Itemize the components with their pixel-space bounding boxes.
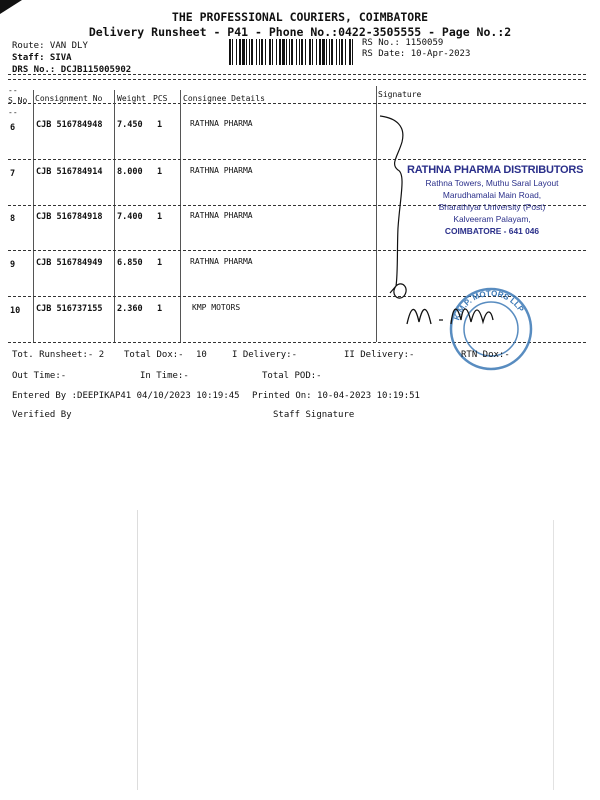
table-header-divider <box>8 103 586 104</box>
row-sno: 8 <box>10 214 16 224</box>
barcode-bar <box>329 39 330 65</box>
scan-artifact-line <box>137 510 138 790</box>
column-line <box>33 90 34 342</box>
barcode-bar <box>339 39 340 65</box>
row-weight: 7.450 <box>117 120 143 130</box>
row-weight: 6.850 <box>117 258 143 268</box>
row-consignment: CJB 516784918 <box>36 212 103 222</box>
rs-date: RS Date: 10-Apr-2023 <box>362 49 471 59</box>
row-pcs: 1 <box>157 304 163 314</box>
barcode-bar <box>256 39 257 65</box>
column-line <box>114 90 115 342</box>
company-title: THE PROFESSIONAL COURIERS, COIMBATORE <box>171 10 429 24</box>
row-consignment: CJB 516784914 <box>36 167 103 177</box>
staff-signature-label: Staff Signature <box>273 410 355 420</box>
row-consignee: KMP MOTORS <box>192 303 241 312</box>
barcode-bar <box>309 39 311 65</box>
barcode-bar <box>229 39 231 65</box>
barcode-bar <box>232 39 233 65</box>
barcode-bar <box>242 39 245 65</box>
barcode-bar <box>326 39 327 65</box>
barcode-bar <box>305 39 306 65</box>
col-consignee: Consignee Details <box>183 94 265 103</box>
barcode-bar <box>301 39 303 65</box>
row-divider <box>8 250 586 251</box>
barcode-bar <box>279 39 281 65</box>
route-label: Route: VAN DLY <box>12 41 88 51</box>
row-pcs: 1 <box>157 167 163 177</box>
barcode-bar <box>349 39 351 65</box>
total-dox-label: Total Dox:- <box>124 350 184 360</box>
row-consignee: RATHNA PHARMA <box>190 166 253 175</box>
row-consignee: RATHNA PHARMA <box>190 119 253 128</box>
barcode-bar <box>272 39 273 65</box>
col-weight: Weight <box>117 94 146 103</box>
header-divider <box>8 74 586 75</box>
scan-artifact-line <box>553 520 554 790</box>
verified-by: Verified By <box>12 410 72 420</box>
barcode-bar <box>276 39 277 65</box>
drs-number: DRS No.: DCJB115005902 <box>12 65 132 75</box>
printed-on: Printed On: 10-04-2023 10:19:51 <box>252 391 420 401</box>
row-sno: 6 <box>10 123 16 133</box>
row-weight: 2.360 <box>117 304 143 314</box>
barcode-bar <box>246 39 247 65</box>
row-sno: 10 <box>10 306 21 316</box>
col-sno: S No <box>8 96 28 105</box>
row-weight: 7.400 <box>117 212 143 222</box>
dash-mark: -- <box>8 108 18 117</box>
barcode-bar <box>352 39 353 65</box>
stamp-line: COIMBATORE - 641 046 <box>444 226 540 236</box>
dash-mark: -- <box>8 86 18 95</box>
row-weight: 8.000 <box>117 167 143 177</box>
barcode-bar <box>286 39 287 65</box>
row-consignee: RATHNA PHARMA <box>190 257 253 266</box>
barcode-bar <box>312 39 313 65</box>
row-pcs: 1 <box>157 120 163 130</box>
total-pod: Total POD:- <box>262 371 322 381</box>
staff-label: Staff: SIVA <box>12 53 72 63</box>
barcode-bar <box>296 39 297 65</box>
header-divider-2 <box>8 79 586 80</box>
barcode-bar <box>261 39 263 65</box>
handwritten-signature <box>405 294 515 334</box>
barcode-bar <box>322 39 325 65</box>
stamp-line: Marudhamalai Main Road, <box>442 190 542 200</box>
barcode-bar <box>299 39 300 65</box>
barcode-bar <box>319 39 321 65</box>
barcode-bar <box>269 39 271 65</box>
ii-delivery: II Delivery:- <box>344 350 415 360</box>
svg-text:K.M.P. MOTORS LLP: K.M.P. MOTORS LLP <box>452 288 526 322</box>
stamp-line: Bharathiyar University (Post) <box>438 202 546 212</box>
row-consignee: RATHNA PHARMA <box>190 211 253 220</box>
col-pcs: PCS <box>153 94 168 103</box>
barcode-bar <box>336 39 337 65</box>
row-consignment: CJB 516784949 <box>36 258 103 268</box>
handwritten-signature <box>376 108 436 308</box>
row-pcs: 1 <box>157 258 163 268</box>
barcode-bar <box>345 39 346 65</box>
stamp-line: Rathna Towers, Muthu Saral Layout <box>425 178 559 188</box>
out-time: Out Time:- <box>12 371 67 381</box>
row-consignment: CJB 516784948 <box>36 120 103 130</box>
rs-number: RS No.: 1150059 <box>362 38 444 48</box>
col-signature: Signature <box>378 90 422 99</box>
barcode-bar <box>265 39 266 65</box>
barcode-bar <box>291 39 293 65</box>
stamp-name: RATHNA PHARMA DISTRIBUTORS <box>407 164 584 176</box>
in-time: In Time:- <box>140 371 189 381</box>
barcode-bar <box>239 39 241 65</box>
barcode <box>229 39 356 65</box>
row-sno: 9 <box>10 260 16 270</box>
barcode-bar <box>236 39 237 65</box>
barcode-bar <box>341 39 343 65</box>
row-pcs: 1 <box>157 212 163 222</box>
stamp-line: Kalveeram Palayam, <box>453 214 531 224</box>
barcode-bar <box>331 39 333 65</box>
row-consignment: CJB 516737155 <box>36 304 103 314</box>
entered-by: Entered By :DEEPIKAP41 04/10/2023 10:19:45 <box>12 391 240 401</box>
col-consignment: Consignment No <box>35 94 103 103</box>
barcode-bar <box>249 39 250 65</box>
tot-runsheet: Tot. Runsheet:- 2 <box>12 350 105 360</box>
runsheet-subtitle: Delivery Runsheet - P41 - Phone No.:0422-3505555 - Page No.:2 <box>88 25 512 39</box>
barcode-bar <box>251 39 253 65</box>
total-dox-value: 10 <box>196 350 207 360</box>
barcode-bar <box>259 39 260 65</box>
rtn-dox: RTN Dox:- <box>461 350 510 360</box>
i-delivery: I Delivery:- <box>232 350 298 360</box>
barcode-bar <box>289 39 290 65</box>
barcode-bar <box>282 39 285 65</box>
row-divider <box>8 159 586 160</box>
row-sno: 7 <box>10 169 16 179</box>
barcode-bar <box>316 39 317 65</box>
column-line <box>180 90 181 342</box>
